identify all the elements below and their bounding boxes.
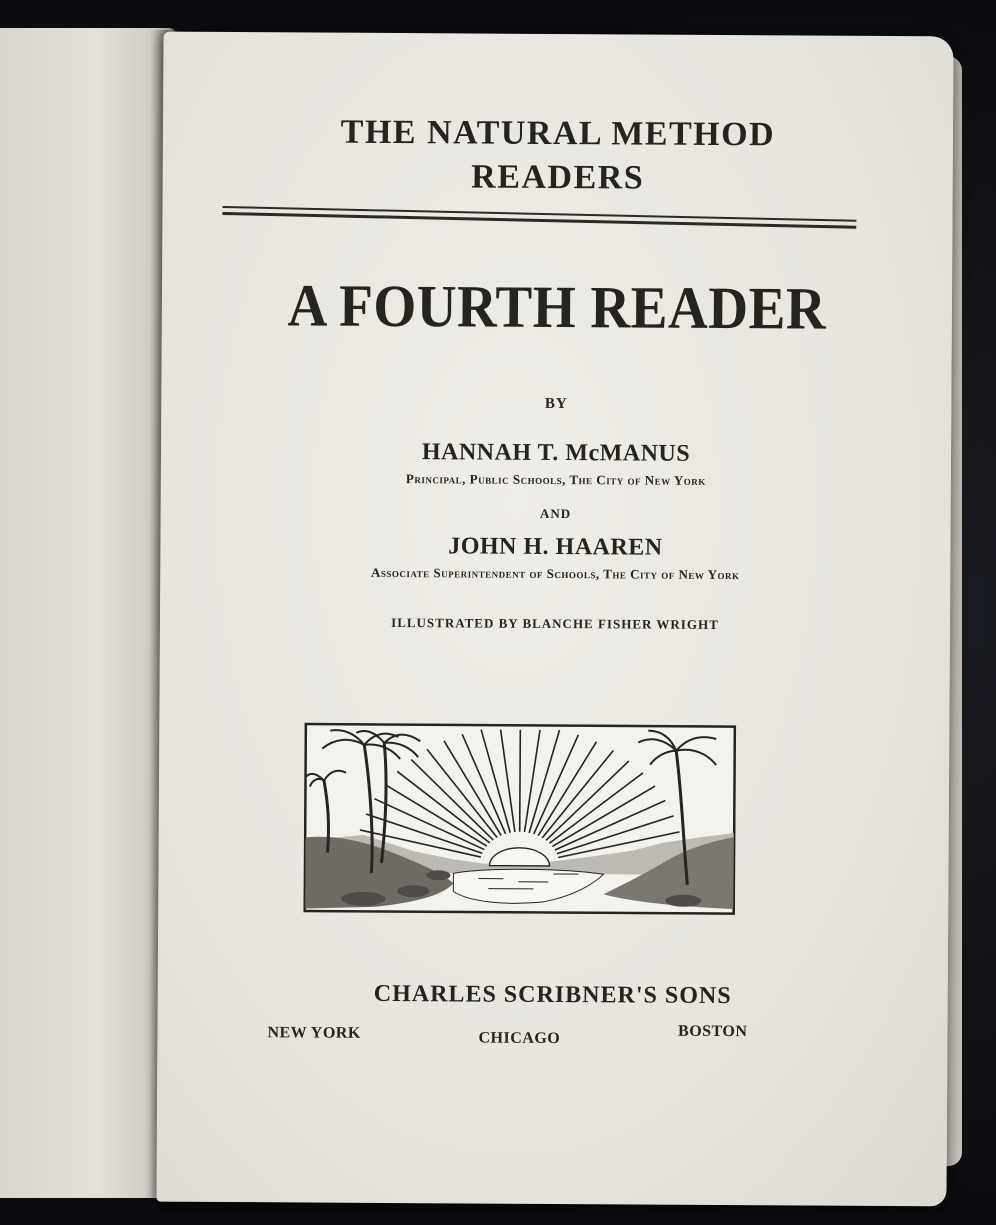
series-title-line-1: THE NATURAL METHOD bbox=[340, 113, 776, 154]
author-1-name: HANNAH T. McMANUS bbox=[421, 439, 691, 467]
and-label: AND bbox=[540, 505, 572, 522]
author-1-role: Principal, Public Schools, The City of New York bbox=[405, 471, 706, 488]
book-title: A FOURTH READER bbox=[287, 272, 827, 342]
title-page bbox=[156, 32, 953, 1207]
sunrise-illustration bbox=[303, 722, 736, 915]
author-2-role: Associate Superintendent of Schools, The City of New York bbox=[370, 564, 740, 583]
publisher-cities bbox=[267, 1022, 748, 1048]
city-new-york: NEW YORK bbox=[267, 1024, 361, 1042]
series-title-line-2: READERS bbox=[471, 158, 645, 197]
double-rule-divider bbox=[222, 206, 856, 229]
illustrator-credit: ILLUSTRATED BY BLANCHE FISHER WRIGHT bbox=[391, 614, 719, 633]
by-label: BY bbox=[544, 395, 568, 413]
author-2-name: JOHN H. HAAREN bbox=[448, 533, 663, 561]
series-title bbox=[163, 110, 954, 203]
city-boston: BOSTON bbox=[678, 1022, 748, 1041]
publisher-name: CHARLES SCRIBNER'S SONS bbox=[373, 980, 732, 1010]
sun-ray bbox=[520, 730, 521, 832]
city-chicago: CHICAGO bbox=[478, 1029, 561, 1048]
